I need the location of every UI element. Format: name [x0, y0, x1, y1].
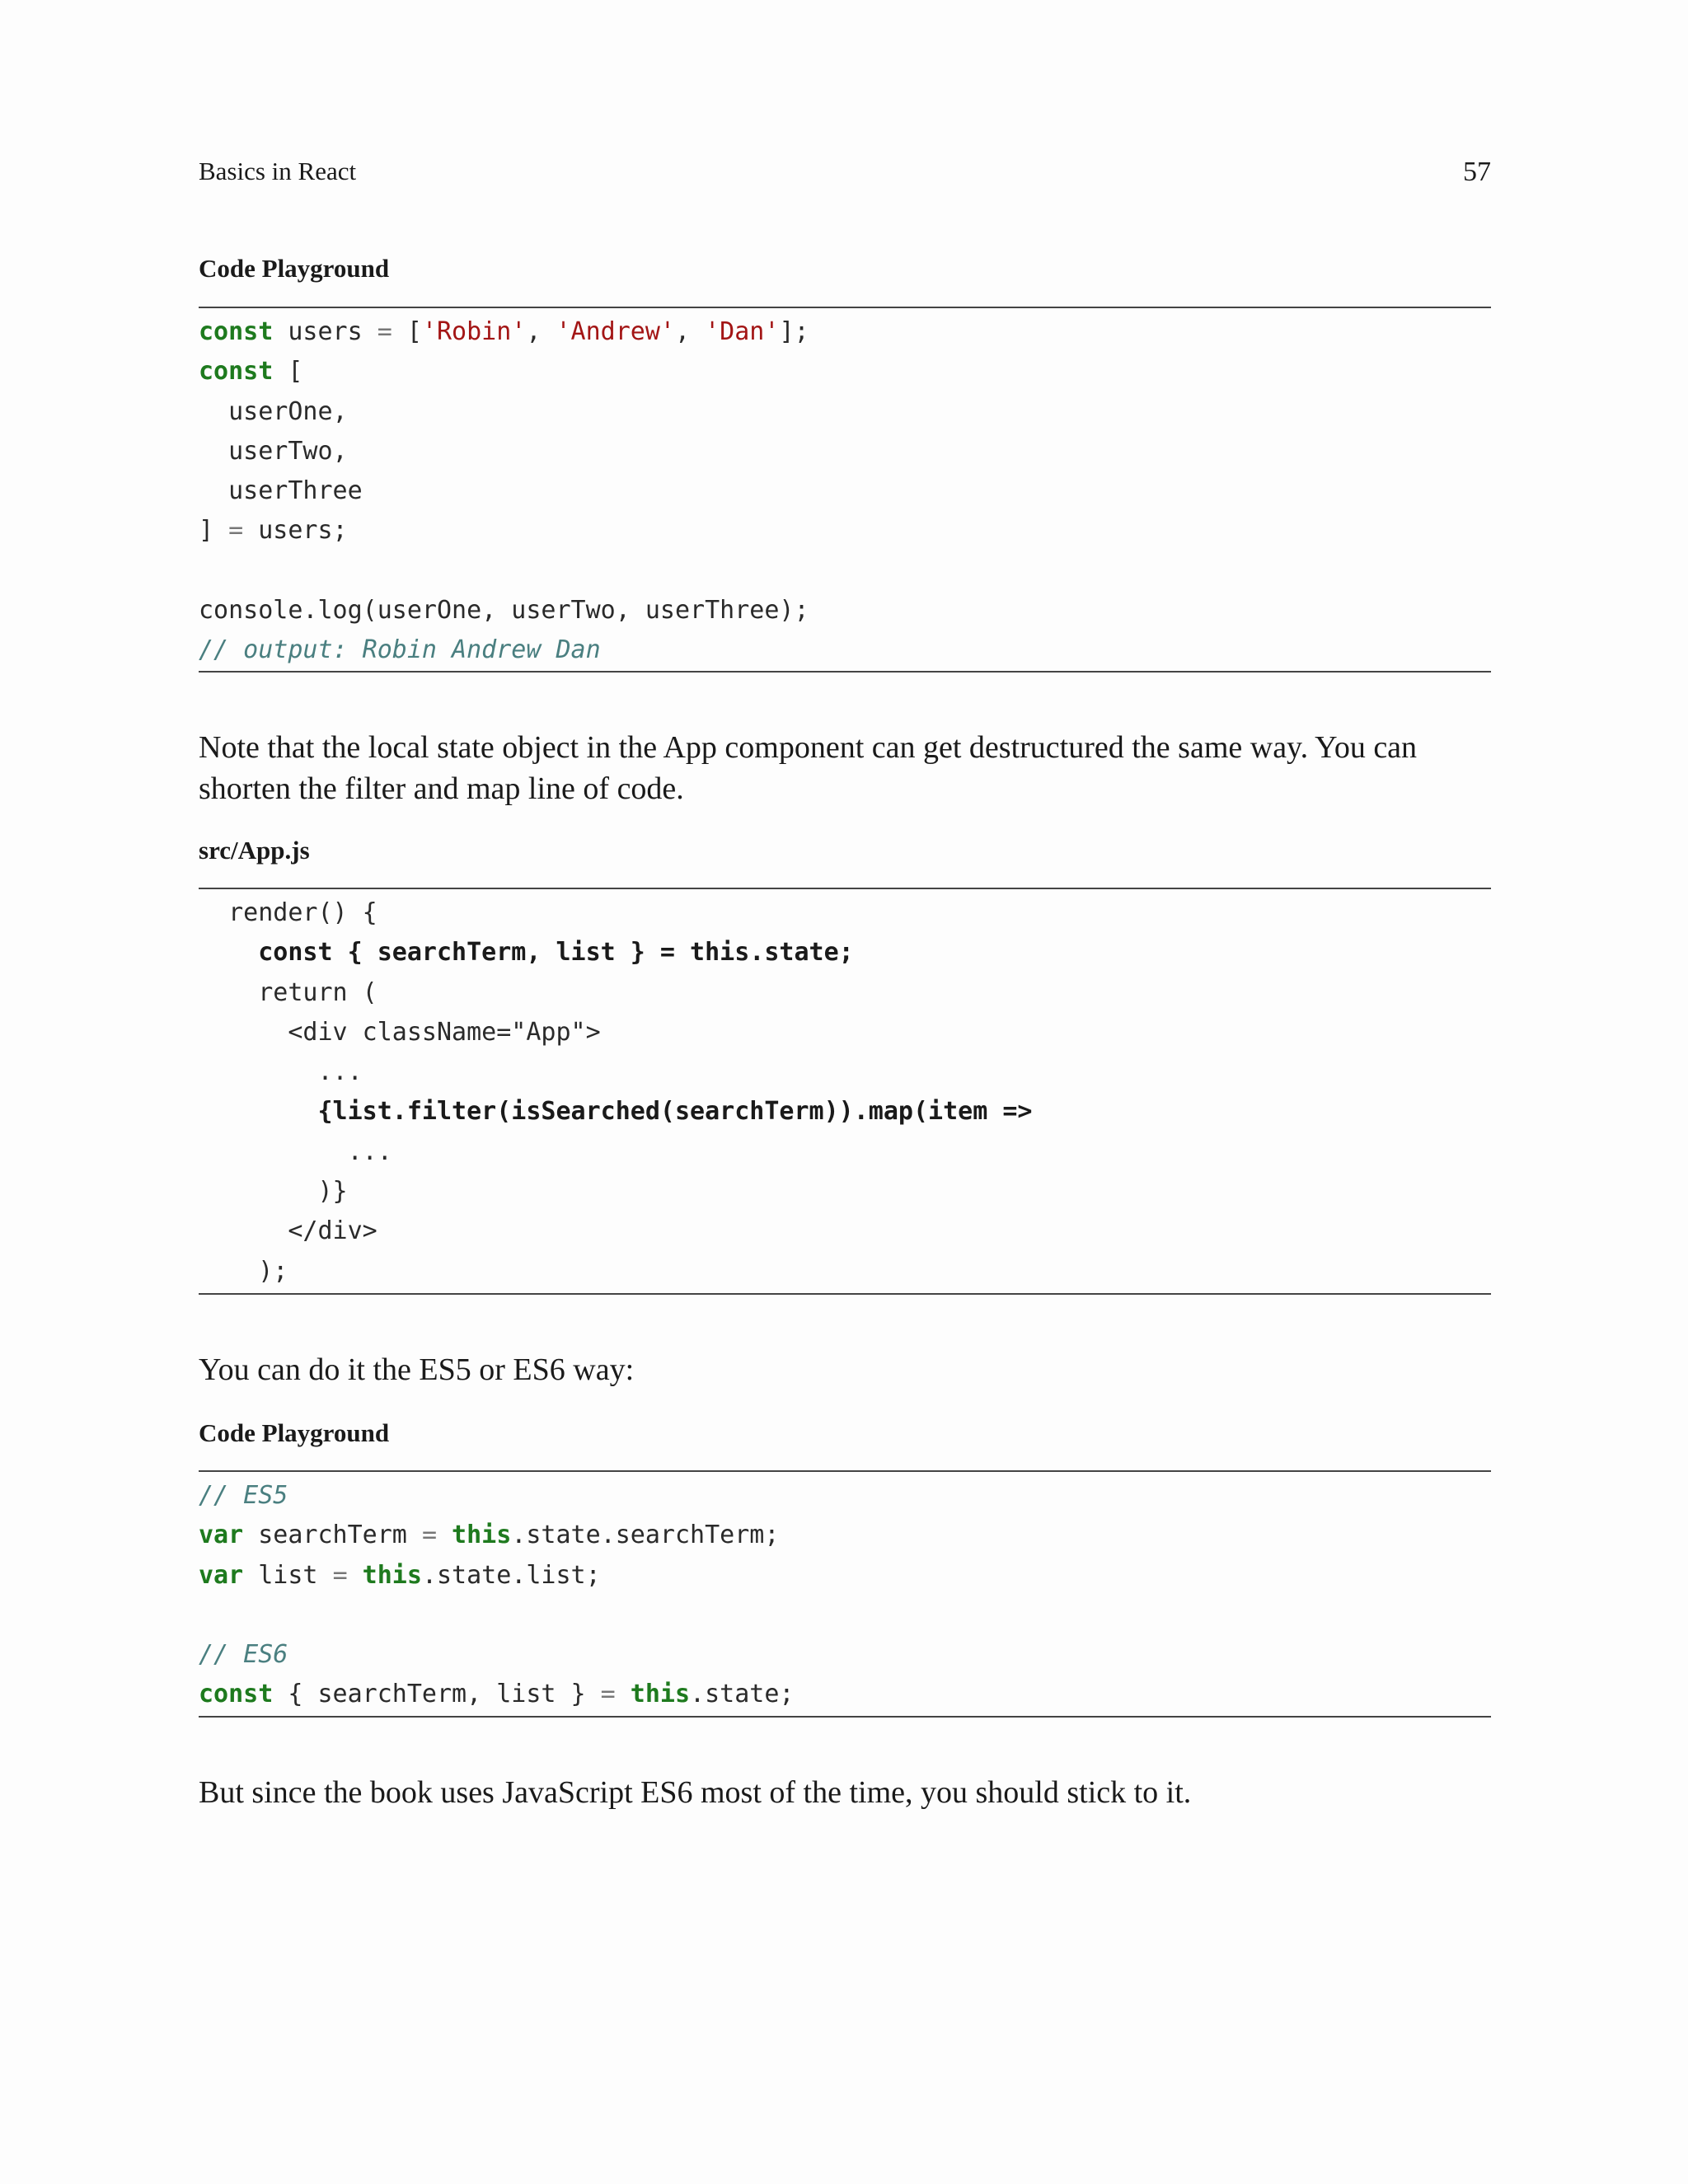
- code-line: [199, 1556, 1491, 1596]
- code-line: <div className="App">: [199, 1017, 601, 1047]
- code-text: users: [273, 317, 377, 346]
- code-line: [199, 312, 1491, 352]
- code-comment: // output: Robin Andrew Dan: [199, 635, 601, 665]
- code-operator: =: [600, 1680, 616, 1709]
- code-text: [: [273, 357, 303, 387]
- code-keyword: const: [199, 317, 274, 346]
- code-operator: =: [377, 317, 392, 346]
- code-text: list: [243, 1560, 333, 1590]
- code-caption: Code Playground: [199, 254, 390, 283]
- code-string: 'Andrew': [556, 317, 675, 346]
- code-line-highlighted: const { searchTerm, list } = this.state;: [199, 938, 854, 968]
- code-line: [199, 352, 1491, 391]
- code-line: userOne,: [199, 396, 348, 426]
- code-line: userTwo,: [199, 436, 348, 466]
- code-line: console.log(userOne, userTwo, userThree);: [199, 596, 809, 626]
- code-line: );: [199, 1256, 288, 1286]
- running-title: Basics in React: [199, 157, 357, 185]
- code-keyword: this: [437, 1521, 512, 1550]
- code-line: userThree: [199, 476, 363, 506]
- code-operator: =: [228, 516, 244, 546]
- code-text: searchTerm: [243, 1521, 422, 1550]
- code-keyword: var: [199, 1560, 244, 1590]
- page-number: 57: [1463, 157, 1491, 187]
- code-line: [199, 1675, 1491, 1714]
- code-block: [199, 1470, 1491, 1718]
- code-text: ,: [526, 317, 556, 346]
- code-text: .state.searchTerm;: [511, 1521, 780, 1550]
- code-string: 'Dan': [705, 317, 780, 346]
- running-header: [199, 157, 1491, 190]
- code-text: .state;: [690, 1680, 795, 1709]
- book-page: [199, 0, 1491, 2184]
- code-comment: // ES5: [199, 1481, 288, 1510]
- code-line: return (: [199, 977, 377, 1007]
- code-line: ...: [199, 1137, 392, 1166]
- code-line: )}: [199, 1177, 348, 1207]
- code-line: [199, 511, 1491, 551]
- code-operator: =: [332, 1560, 348, 1590]
- code-string: 'Robin': [421, 317, 527, 346]
- code-line-blank: [199, 551, 1491, 591]
- code-text: ];: [779, 317, 809, 346]
- body-paragraph: You can do it the ES5 or ES6 way:: [199, 1352, 635, 1387]
- code-line-blank: [199, 1596, 1491, 1635]
- code-text: users;: [243, 516, 348, 546]
- code-keyword: this: [615, 1680, 691, 1709]
- code-line: </div>: [199, 1216, 377, 1246]
- code-keyword: const: [199, 357, 274, 387]
- code-keyword: var: [199, 1521, 244, 1550]
- code-line: [199, 1516, 1491, 1555]
- body-paragraph: Note that the local state object in the App component can get destructured the same way. You can shorten the filter and map line of code.: [199, 730, 1418, 806]
- code-line: ...: [199, 1057, 363, 1087]
- code-text: [: [392, 317, 422, 346]
- code-operator: =: [421, 1521, 437, 1550]
- code-caption: src/App.js: [199, 836, 310, 865]
- code-text: ,: [675, 317, 706, 346]
- code-block: [199, 307, 1491, 673]
- code-text: ]: [199, 516, 229, 546]
- code-line: render() {: [199, 898, 377, 927]
- code-line-highlighted: {list.filter(isSearched(searchTerm)).map(item =>: [199, 1097, 1033, 1127]
- code-block: [199, 888, 1491, 1295]
- code-text: .state.list;: [421, 1560, 601, 1590]
- code-keyword: this: [347, 1560, 422, 1590]
- body-paragraph: But since the book uses JavaScript ES6 most of the time, you should stick to it.: [199, 1775, 1192, 1810]
- code-caption: Code Playground: [199, 1418, 390, 1447]
- code-comment: // ES6: [199, 1640, 288, 1670]
- code-keyword: const: [199, 1680, 274, 1709]
- code-text: { searchTerm, list }: [273, 1680, 601, 1709]
